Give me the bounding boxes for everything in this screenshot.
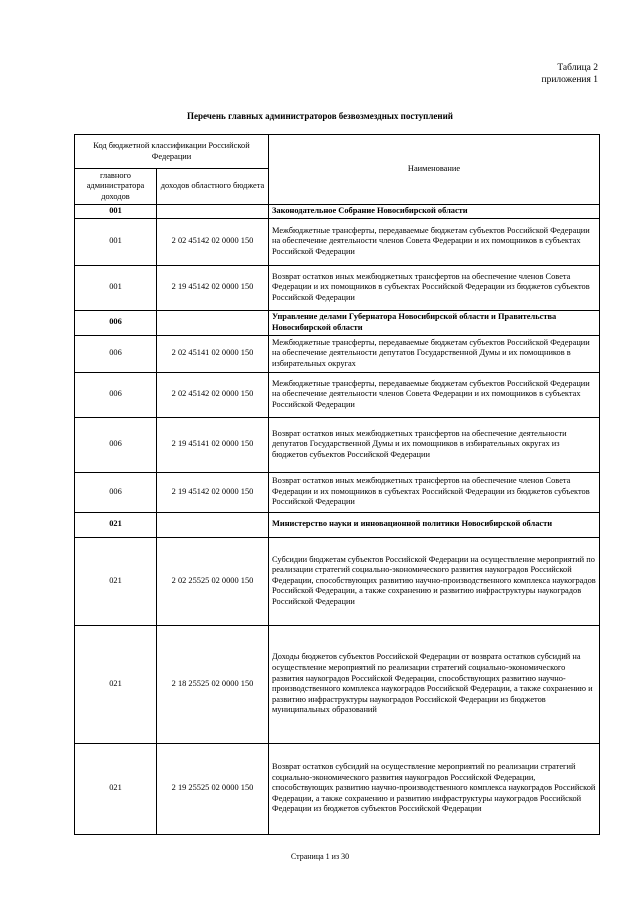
- name-cell: Межбюджетные трансферты, передаваемые бюджетам субъектов Российской Федерации на обеспечение деятельности членов Совета Федерации и их помощников в субъектах Российской Федерации: [269, 372, 600, 417]
- admin-code-cell: 021: [75, 512, 157, 537]
- admin-code-cell: 006: [75, 372, 157, 417]
- income-code-cell: 2 02 45142 02 0000 150: [157, 218, 269, 265]
- name-header: Наименование: [269, 135, 600, 205]
- name-cell: Возврат остатков иных межбюджетных трансфертов на обеспечение деятельности депутатов Государственной Думы и их помощников в избирательных округах из бюджетов субъектов Российской Федерации: [269, 417, 600, 472]
- name-cell: Межбюджетные трансферты, передаваемые бюджетам субъектов Российской Федерации на обеспечение деятельности членов Совета Федерации и их помощников в субъектах Российской Федерации: [269, 218, 600, 265]
- income-code-cell: 2 19 25525 02 0000 150: [157, 743, 269, 834]
- admin-code-cell: 006: [75, 472, 157, 512]
- table-row: [75, 625, 600, 743]
- admin-code-cell: 021: [75, 625, 157, 743]
- admin-code-header: главного администратора доходов: [75, 169, 157, 205]
- income-code-cell: [157, 205, 269, 219]
- document-title: Перечень главных администраторов безвозмездных поступлений: [187, 111, 453, 121]
- income-code-cell: 2 02 45141 02 0000 150: [157, 335, 269, 372]
- name-cell: Возврат остатков иных межбюджетных трансфертов на обеспечение членов Совета Федерации и их помощников в субъектах Российской Федерации из бюджетов субъектов Российской Федерации: [269, 472, 600, 512]
- income-code-cell: 2 19 45142 02 0000 150: [157, 472, 269, 512]
- admin-code-cell: 001: [75, 205, 157, 219]
- table-row: [75, 265, 600, 310]
- administrator-group-row: [75, 205, 600, 219]
- admin-code-cell: 001: [75, 265, 157, 310]
- admin-code-cell: 006: [75, 417, 157, 472]
- name-cell: Министерство науки и инновационной политики Новосибирской области: [269, 512, 600, 537]
- admin-code-cell: 021: [75, 743, 157, 834]
- income-code-cell: [157, 512, 269, 537]
- name-cell: Возврат остатков иных межбюджетных трансфертов на обеспечение членов Совета Федерации и их помощников в субъектах Российской Федерации из бюджетов субъектов Российской Федерации: [269, 265, 600, 310]
- table-row: [75, 472, 600, 512]
- name-cell: Законодательное Собрание Новосибирской области: [269, 205, 600, 219]
- income-code-cell: 2 18 25525 02 0000 150: [157, 625, 269, 743]
- administrator-group-row: [75, 512, 600, 537]
- table-body: [75, 205, 600, 835]
- admin-code-cell: 001: [75, 218, 157, 265]
- name-cell: Доходы бюджетов субъектов Российской Федерации от возврата остатков субсидий на осуществление мероприятий по реализации стратегий социально-экономического развития наукоградов Российской Федерации, способствующих развитию научно-производственного комплекса наукоградов Российской Федерации, а также сохранению и развитию инфраструктуры наукоградов Российской Федерации из бюджетов муниципальных образований: [269, 625, 600, 743]
- table-number: Таблица 2: [557, 63, 598, 73]
- income-code-header: доходов областного бюджета: [157, 169, 269, 205]
- name-cell: Управление делами Губернатора Новосибирской области и Правительства Новосибирской области: [269, 310, 600, 335]
- income-code-cell: 2 19 45142 02 0000 150: [157, 265, 269, 310]
- appendix-number: приложения 1: [541, 75, 598, 85]
- table-row: [75, 218, 600, 265]
- income-code-cell: 2 19 45141 02 0000 150: [157, 417, 269, 472]
- admin-code-cell: 006: [75, 310, 157, 335]
- income-code-cell: 2 02 45142 02 0000 150: [157, 372, 269, 417]
- administrator-group-row: [75, 310, 600, 335]
- table-caption: [542, 62, 599, 86]
- table-row: [75, 743, 600, 834]
- table-row: [75, 335, 600, 372]
- name-cell: Межбюджетные трансферты, передаваемые бюджетам субъектов Российской Федерации на обеспечение деятельности депутатов Государственной Думы и их помощников в избирательных округах: [269, 335, 600, 372]
- header-row: [75, 135, 600, 169]
- page-number: Страница 1 из 30: [290, 852, 350, 861]
- admin-code-cell: 006: [75, 335, 157, 372]
- table-row: [75, 537, 600, 625]
- administrators-table: [74, 134, 600, 835]
- name-cell: Субсидии бюджетам субъектов Российской Федерации на осуществление мероприятий по реализации стратегий социально-экономического развития наукоградов Российской Федерации, способствующих развитию научно-производственного комплекса наукоградов Российской Федерации, а также сохранению и развитию инфраструктуры наукоградов Российской Федерации: [269, 537, 600, 625]
- income-code-cell: [157, 310, 269, 335]
- name-cell: Возврат остатков субсидий на осуществление мероприятий по реализации стратегий социально-экономического развития наукоградов Российской Федерации, способствующих развитию научно-производственного комплекса наукоградов Российской Федерации, а также сохранению и развитию инфраструктуры наукоградов Российской Федерации из бюджетов субъектов Российской Федерации: [269, 743, 600, 834]
- admin-code-cell: 021: [75, 537, 157, 625]
- kbk-header: Код бюджетной классификации Российской Федерации: [75, 135, 269, 169]
- income-code-cell: 2 02 25525 02 0000 150: [157, 537, 269, 625]
- table-row: [75, 372, 600, 417]
- table-row: [75, 417, 600, 472]
